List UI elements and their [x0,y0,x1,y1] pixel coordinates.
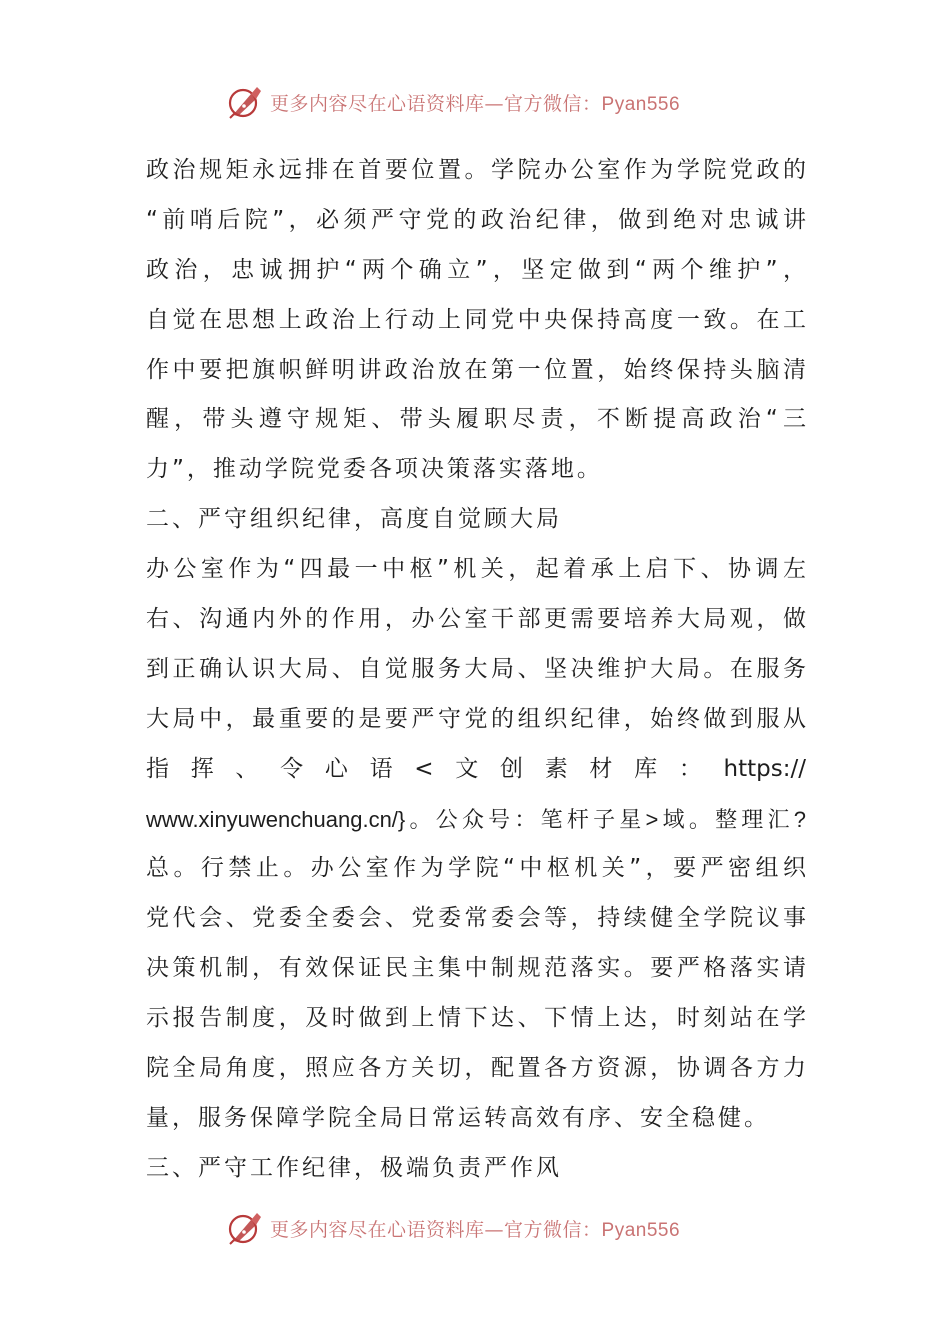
pen-nib-logo-icon [226,82,266,122]
body-line: 指挥、令心语<文创素材库：https:// [146,755,806,782]
body-line: 总。行禁止。办公室作为学院“中枢机关”，要严密组织 [146,855,806,882]
body-line: 示报告制度，及时做到上情下达、下情上达，时刻站在学 [146,1005,806,1032]
header-watermark [226,82,746,122]
body-line: 大局中，最重要的是要严守党的组织纪律，始终做到服从 [146,705,806,732]
body-line: 到正确认识大局、自觉服务大局、坚决维护大局。在服务 [146,655,806,682]
body-line: 党代会、党委全委会、党委常委会等，持续健全学院议事 [146,905,806,932]
body-line: 自觉在思想上政治上行动上同党中央保持高度一致。在工 [146,306,806,333]
body-line: 政治，忠诚拥护“两个确立”，坚定做到“两个维护”， [146,256,806,283]
section-heading: 二、严守组织纪律，高度自觉顾大局 [146,506,562,533]
body-line: 政治规矩永远排在首要位置。学院办公室作为学院党政的 [146,157,806,183]
document-body [146,146,806,1194]
body-line: “前哨后院”，必须严守党的政治纪律，做到绝对忠诚讲 [146,206,806,233]
body-line: 力”，推动学院党委各项决策落实落地。 [146,456,603,483]
footer-watermark [226,1208,746,1248]
body-line: 决策机制，有效保证民主集中制规范落实。要严格落实请 [146,955,806,982]
body-line: 院全局角度，照应各方关切，配置各方资源，协调各方力 [146,1055,806,1082]
pen-nib-logo-icon [226,1208,266,1248]
body-line: 办公室作为“四最一中枢”机关，起着承上启下、协调左 [146,556,806,583]
body-line: 作中要把旗帜鲜明讲政治放在第一位置，始终保持头脑清 [146,356,806,383]
watermark-text: 更多内容尽在心语资料库—官方微信：Pyan556 [270,1218,681,1241]
body-line: 量，服务保障学院全局日常运转高效有序、安全稳健。 [146,1104,770,1131]
body-line: www.xinyuwenchuang.cn/}。公众号：笔杆子星>域。整理汇? [146,806,806,832]
body-line: 醒，带头遵守规矩、带头履职尽责，不断提高政治“三 [146,406,806,433]
watermark-text: 更多内容尽在心语资料库—官方微信：Pyan556 [270,92,681,115]
section-heading: 三、严守工作纪律，极端负责严作风 [146,1154,562,1181]
body-line: 右、沟通内外的作用，办公室干部更需要培养大局观，做 [146,606,806,633]
